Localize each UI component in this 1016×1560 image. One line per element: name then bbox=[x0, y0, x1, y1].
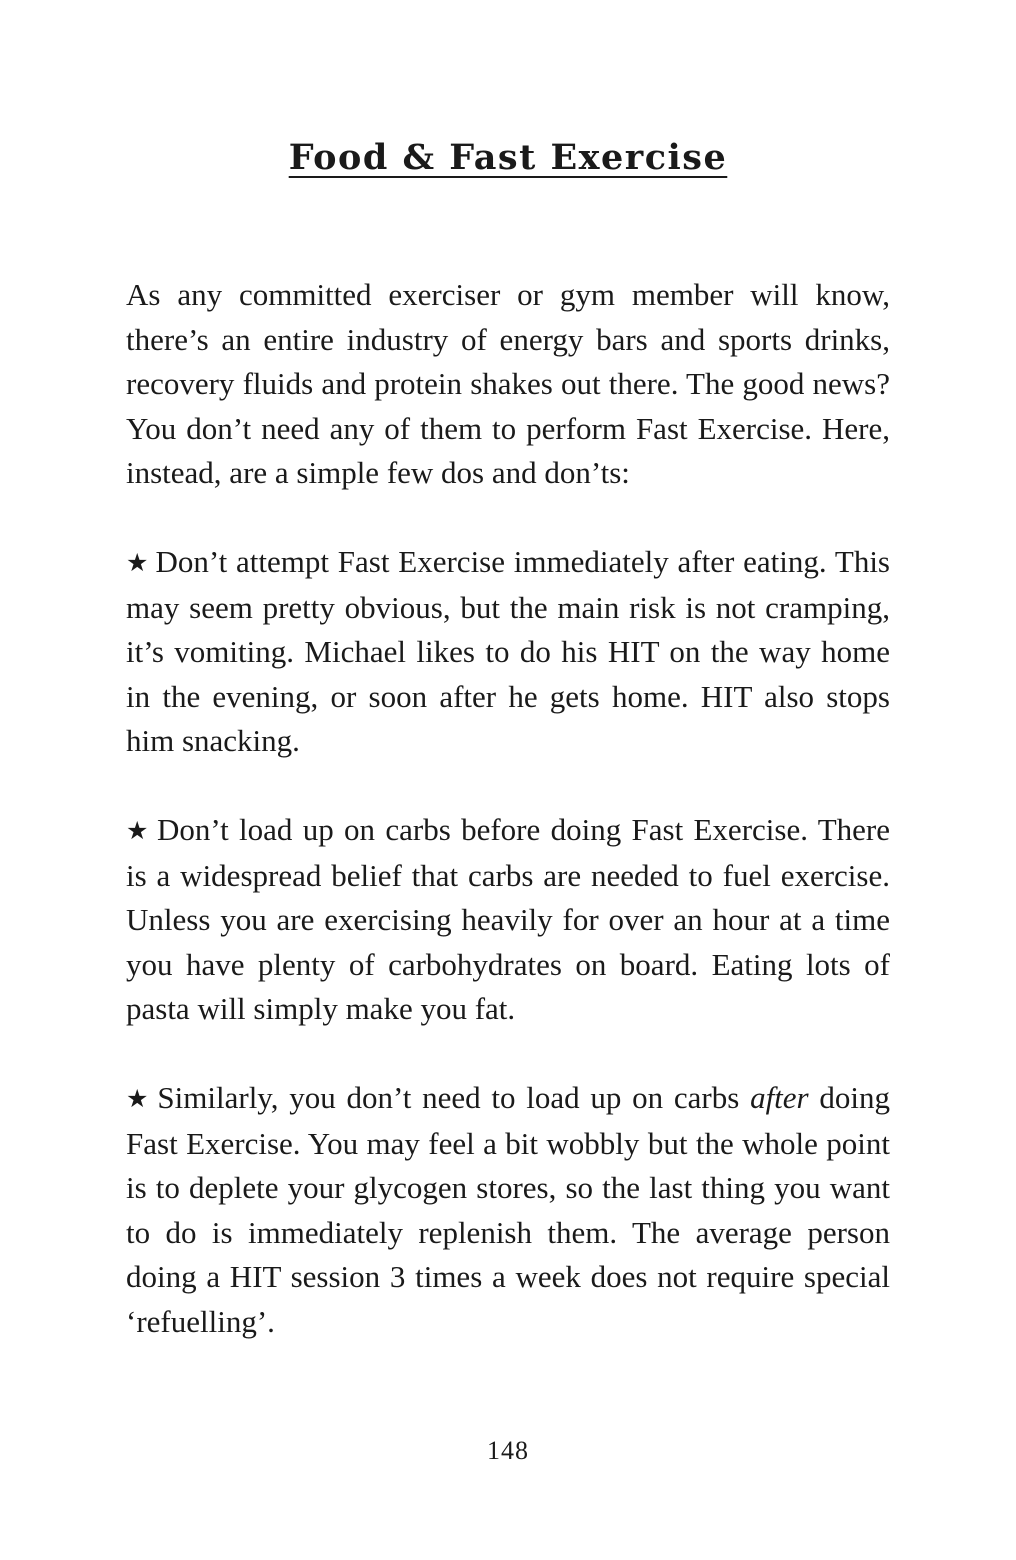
tip-paragraph-3 bbox=[126, 1076, 890, 1344]
star-bullet-icon: ★ bbox=[126, 816, 151, 845]
page-title bbox=[0, 136, 1016, 180]
tip-text: Don’t load up on carbs before doing Fast Exercise. There is a widespread belief that carbs are needed to fuel exercise. Unless you are exercising heavily for over an hour at a time you have plenty of carbohydrates on board. Eating lots of pasta will simply make you fat. bbox=[126, 812, 890, 1026]
star-bullet-icon: ★ bbox=[126, 548, 150, 577]
page-body bbox=[126, 273, 890, 1389]
tip-paragraph-1 bbox=[126, 540, 890, 764]
star-bullet-icon: ★ bbox=[126, 1084, 152, 1113]
intro-paragraph: As any committed exerciser or gym member will know, there’s an entire industry of energy bars and sports drinks, recovery fluids and protein shakes out there. The good news? You don’t need any of them to perform Fast Exercise. Here, instead, are a simple few dos and don’ts: bbox=[126, 277, 890, 490]
tip-text-before: Similarly, you don’t need to load up on carbs bbox=[157, 1080, 751, 1115]
page-number: 148 bbox=[487, 1436, 529, 1465]
tip-text: Don’t attempt Fast Exercise immediately after eating. This may seem pretty obvious, but the main risk is not cramping, it’s vomiting. Michael likes to do his HIT on the way home in the evening, or soon after he gets home. HIT also stops him snacking. bbox=[126, 544, 890, 758]
tip-paragraph-2 bbox=[126, 808, 890, 1032]
page-title-text: Food & Fast Exercise bbox=[288, 137, 728, 178]
tip-emphasis: after bbox=[750, 1080, 809, 1115]
tip-text-after: doing Fast Exercise. You may feel a bit wobbly but the whole point is to deplete your glycogen stores, so the last thing you want to do is immediately replenish them. The average person doing a HIT session 3 times a week does not require special ‘refuelling’. bbox=[126, 1080, 890, 1339]
